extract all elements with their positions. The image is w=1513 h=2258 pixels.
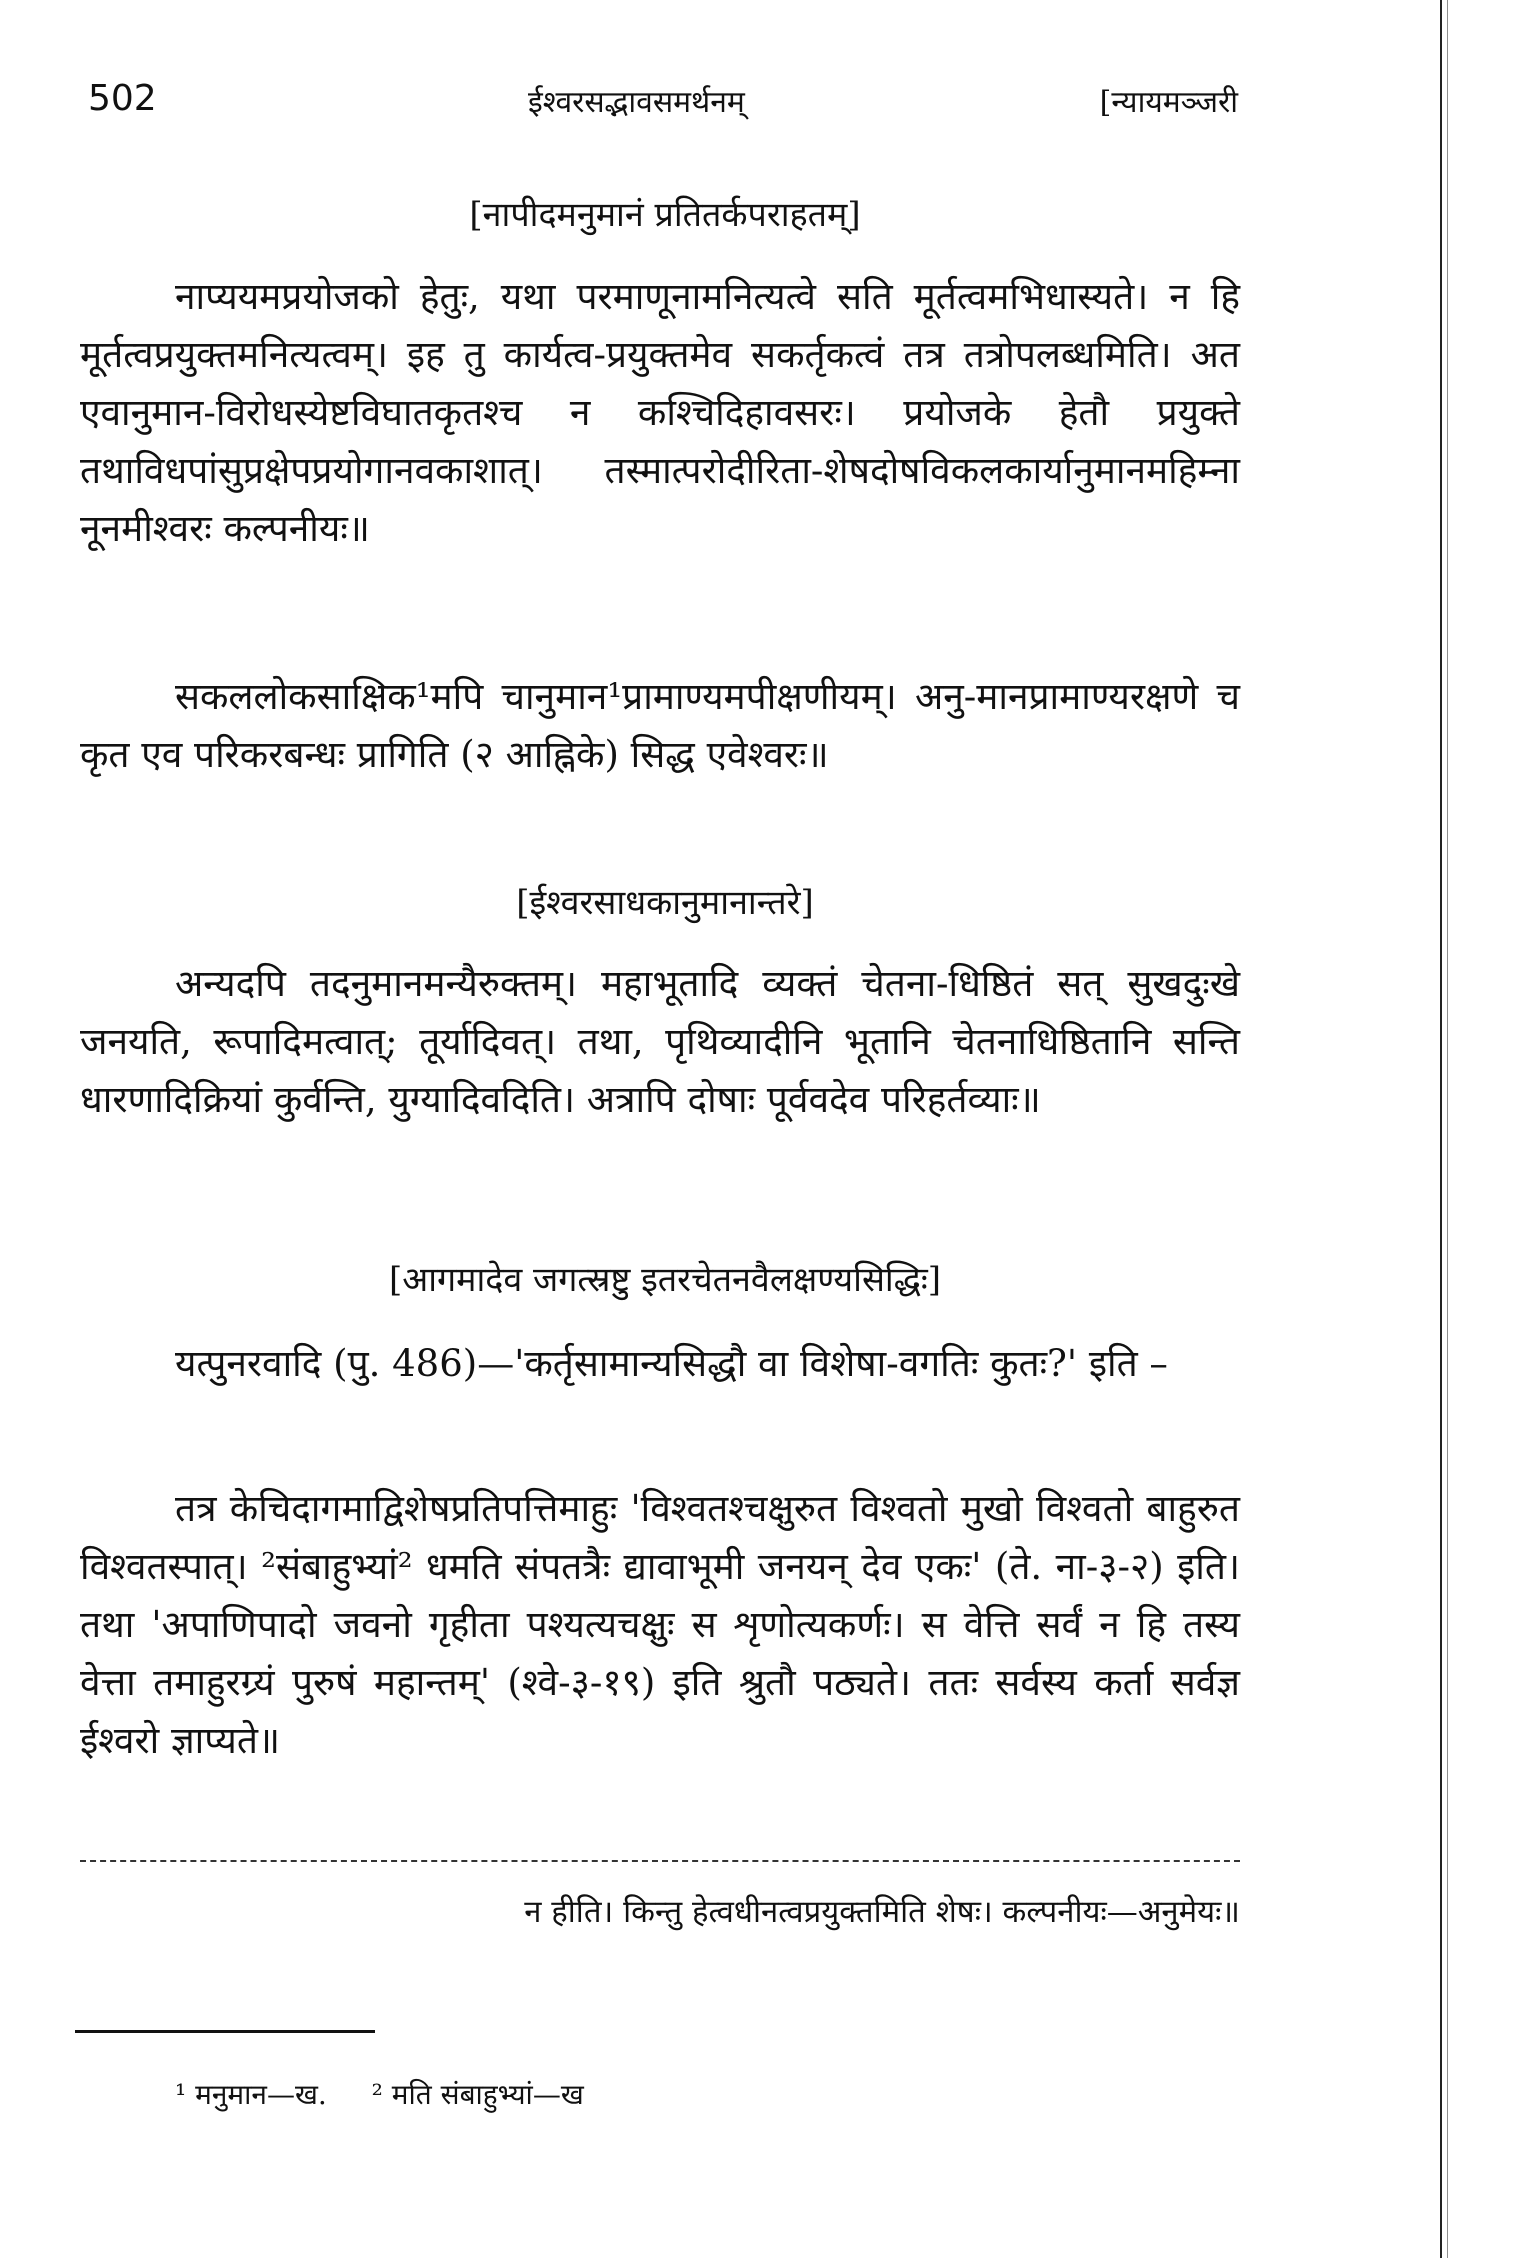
commentary-note: न हीति। किन्तु हेत्वधीनत्वप्रयुक्तमिति शेषः। कल्पनीयः—अनुमेयः॥ xyxy=(524,1894,1240,1930)
paragraph: अन्यदपि तदनुमानमन्यैरुक्तम्। महाभूतादि व्यक्तं चेतना-धिष्ठितं सत् सुखदुःखे जनयति, रूपादिमत्वात्; तूर्यादिवत्। तथा, पृथिव्यादीनि भूतानि चेतनाधिष्ठितानि सन्ति धारणादिक्रियां कुर्वन्ति, युग्यादिवदिति। अत्रापि दोषाः पूर्ववदेव परिहर्तव्याः॥ xyxy=(80,962,1240,1121)
paragraph: नाप्ययमप्रयोजको हेतुः, यथा परमाणूनामनित्यत्वे सति मूर्तत्वमभिधास्यते। न हि मूर्तत्वप्रयुक्तमनित्यत्वम्। इह तु कार्यत्व-प्रयुक्तमेव सकर्तृकत्वं तत्र तत्रोपलब्धमिति। अत एवानुमान-विरोधस्येष्टविघातकृतश्च न कश्चिदिहावसरः। प्रयोजके हेतौ प्रयुक्ते तथाविधपांसुप्रक्षेपप्रयोगानवकाशात्। तस्मात्परोदीरिता-शेषदोषविकलकार्यानुमानमहिम्ना नूनमीश्वरः कल्पनीयः॥ xyxy=(80,275,1240,550)
section-heading: [आगमादेव जगत्स्रष्टु इतरचेतनवैलक्षण्यसिद्धिः] xyxy=(388,1260,942,1300)
paragraph: तत्र केचिदागमाद्विशेषप्रतिपत्तिमाहुः 'विश्वतश्चक्षुरुत विश्वतो मुखो विश्वतो बाहुरुत विश्वतस्पात्। ²संबाहुभ्यां² धमति संपतत्रैः द्यावाभूमी जनयन् देव एकः' (ते. ना-३-२) इति। तथा 'अपाणिपादो जवनो गृहीता पश्यत्यचक्षुः स शृणोत्यकर्णः। स वेत्ति सर्वं न हि तस्य वेत्ता तमाहुरग्र्यं पुरुषं महान्तम्' (श्वे-३-१९) इति श्रुतौ पठ्यते। ततः सर्वस्य कर्ता सर्वज्ञ ईश्वरो ज्ञाप्यते॥ xyxy=(80,1487,1240,1762)
page-edge-line xyxy=(1440,0,1442,2258)
footnote: ² मति संबाहुभ्यां—ख xyxy=(371,2078,584,2111)
footnotes xyxy=(175,2075,620,2113)
footnote-rule xyxy=(75,2030,375,2033)
paragraph: यत्पुनरवादि (पु. 486)—'कर्तृसामान्यसिद्धौ वा विशेषा-वगतिः कुतः?' इति – xyxy=(175,1342,1168,1385)
section-heading: [ईश्वरसाधकानुमानान्तरे] xyxy=(516,883,814,923)
page-edge-line xyxy=(1447,0,1448,2258)
page-number: 502 xyxy=(88,78,157,119)
running-title: ईश्वरसद्भावसमर्थनम् xyxy=(528,85,745,120)
footnote: ¹ मनुमान—ख. xyxy=(175,2078,327,2111)
page-header xyxy=(88,78,1238,138)
book-title: [न्यायमञ्जरी xyxy=(1099,85,1238,120)
separator-rule xyxy=(80,1860,1240,1862)
section-heading: [नापीदमनुमानं प्रतितर्कपराहतम्] xyxy=(469,195,861,235)
paragraph: सकललोकसाक्षिक¹मपि चानुमान¹प्रामाण्यमपीक्षणीयम्। अनु-मानप्रामाण्यरक्षणे च कृत एव परिकरबन्धः प्रागिति (२ आह्निके) सिद्ध एवेश्वरः॥ xyxy=(80,675,1240,776)
